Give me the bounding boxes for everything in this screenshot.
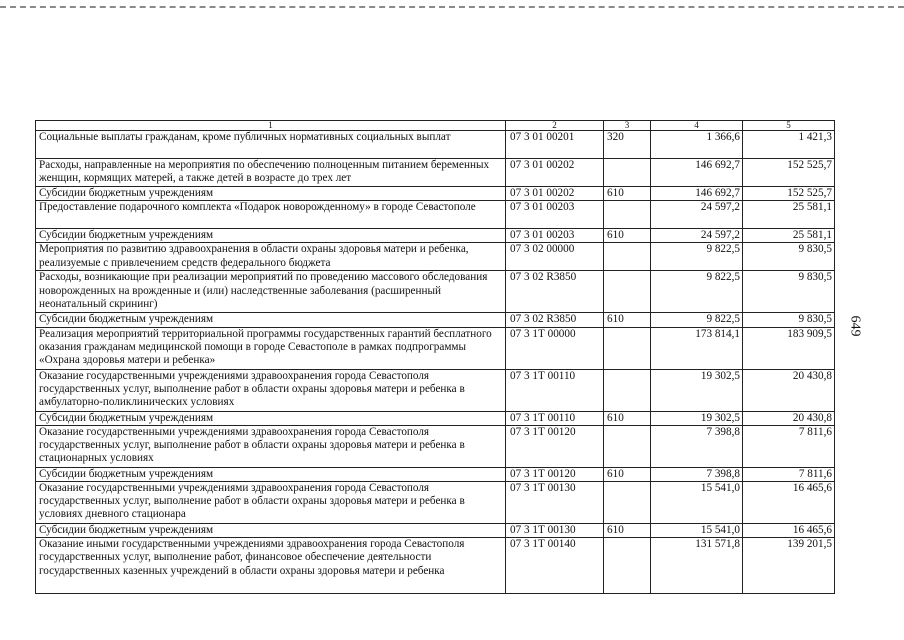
row-expense-type xyxy=(604,538,651,594)
row-value-year-2: 20 430,8 xyxy=(743,369,835,411)
row-code: 07 3 01 00202 xyxy=(506,187,604,201)
row-name: Оказание государственными учреждениями здравоохранения города Севастополя государственных услуг, выполнение работ в области охраны здоровья матери и ребенка в амбулаторно-поликлинических условиях xyxy=(36,369,506,411)
table-row xyxy=(36,187,835,201)
row-expense-type: 320 xyxy=(604,131,651,159)
row-value-year-1: 146 692,7 xyxy=(651,159,743,187)
row-code: 07 3 1Т 00000 xyxy=(506,327,604,369)
row-name: Субсидии бюджетным учреждениям xyxy=(36,187,506,201)
row-code: 07 3 1Т 00110 xyxy=(506,411,604,425)
table-row xyxy=(36,229,835,243)
row-name: Субсидии бюджетным учреждениям xyxy=(36,313,506,327)
row-value-year-2: 139 201,5 xyxy=(743,538,835,594)
table-row xyxy=(36,467,835,481)
table-row xyxy=(36,524,835,538)
row-value-year-1: 131 571,8 xyxy=(651,538,743,594)
row-code: 07 3 1Т 00140 xyxy=(506,538,604,594)
row-code: 07 3 1Т 00120 xyxy=(506,425,604,467)
row-code: 07 3 1Т 00130 xyxy=(506,482,604,524)
row-value-year-1: 24 597,2 xyxy=(651,201,743,229)
row-code: 07 3 02 00000 xyxy=(506,243,604,271)
row-expense-type: 610 xyxy=(604,411,651,425)
row-name: Реализация мероприятий территориальной программы государственных гарантий бесплатного оказания гражданам медицинской помощи в городе Севастополе в рамках подпрограммы «Охрана здоровья матери и ребенка» xyxy=(36,327,506,369)
row-name: Расходы, возникающие при реализации мероприятий по проведению массового обследования новорожденных на врожденные и (или) наследственные заболевания (расширенный неонатальный скрининг) xyxy=(36,271,506,313)
row-name: Расходы, направленные на мероприятия по обеспечению полноценным питанием беременных женщин, кормящих матерей, а также детей в возрасте до трех лет xyxy=(36,159,506,187)
row-expense-type: 610 xyxy=(604,467,651,481)
row-value-year-2: 20 430,8 xyxy=(743,411,835,425)
row-expense-type: 610 xyxy=(604,229,651,243)
table-row xyxy=(36,327,835,369)
row-value-year-1: 15 541,0 xyxy=(651,482,743,524)
row-name: Социальные выплаты гражданам, кроме публичных нормативных социальных выплат xyxy=(36,131,506,159)
row-name: Оказание иными государственными учреждениями здравоохранения города Севастополя государственных услуг, выполнение работ, финансовое обеспечение деятельности государственных казенных учреждений в области охраны здоровья матери и ребенка xyxy=(36,538,506,594)
row-value-year-2: 152 525,7 xyxy=(743,187,835,201)
scan-edge-line xyxy=(0,6,904,8)
table-row xyxy=(36,482,835,524)
row-expense-type xyxy=(604,369,651,411)
row-value-year-1: 7 398,8 xyxy=(651,425,743,467)
row-expense-type xyxy=(604,243,651,271)
row-value-year-2: 25 581,1 xyxy=(743,229,835,243)
row-code: 07 3 1Т 00120 xyxy=(506,467,604,481)
row-value-year-2: 7 811,6 xyxy=(743,467,835,481)
column-number: 1 xyxy=(36,121,506,131)
table-row xyxy=(36,313,835,327)
table-row xyxy=(36,243,835,271)
page-number: 649 xyxy=(847,315,863,337)
row-expense-type: 610 xyxy=(604,313,651,327)
row-value-year-1: 1 366,6 xyxy=(651,131,743,159)
table-row xyxy=(36,538,835,594)
row-code: 07 3 02 R3850 xyxy=(506,271,604,313)
row-value-year-2: 152 525,7 xyxy=(743,159,835,187)
row-code: 07 3 01 00203 xyxy=(506,229,604,243)
column-number: 4 xyxy=(651,121,743,131)
row-value-year-2: 7 811,6 xyxy=(743,425,835,467)
row-value-year-1: 24 597,2 xyxy=(651,229,743,243)
row-value-year-1: 19 302,5 xyxy=(651,411,743,425)
row-value-year-2: 16 465,6 xyxy=(743,482,835,524)
budget-table xyxy=(35,120,835,594)
row-expense-type xyxy=(604,271,651,313)
row-value-year-2: 9 830,5 xyxy=(743,243,835,271)
row-expense-type: 610 xyxy=(604,524,651,538)
row-value-year-1: 9 822,5 xyxy=(651,313,743,327)
row-value-year-1: 19 302,5 xyxy=(651,369,743,411)
row-expense-type xyxy=(604,201,651,229)
row-name: Субсидии бюджетным учреждениям xyxy=(36,467,506,481)
row-name: Предоставление подарочного комплекта «Подарок новорожденному» в городе Севастополе xyxy=(36,201,506,229)
row-value-year-2: 1 421,3 xyxy=(743,131,835,159)
row-value-year-2: 16 465,6 xyxy=(743,524,835,538)
column-number: 2 xyxy=(506,121,604,131)
row-value-year-1: 9 822,5 xyxy=(651,271,743,313)
row-expense-type: 610 xyxy=(604,187,651,201)
table-row xyxy=(36,131,835,159)
table-row xyxy=(36,425,835,467)
row-name: Субсидии бюджетным учреждениям xyxy=(36,524,506,538)
row-value-year-1: 7 398,8 xyxy=(651,467,743,481)
column-number: 3 xyxy=(604,121,651,131)
row-code: 07 3 01 00202 xyxy=(506,159,604,187)
row-name: Субсидии бюджетным учреждениям xyxy=(36,411,506,425)
row-code: 07 3 01 00203 xyxy=(506,201,604,229)
row-value-year-2: 9 830,5 xyxy=(743,313,835,327)
table-row xyxy=(36,369,835,411)
column-number-row xyxy=(36,121,835,131)
row-value-year-1: 9 822,5 xyxy=(651,243,743,271)
row-value-year-1: 146 692,7 xyxy=(651,187,743,201)
row-value-year-2: 183 909,5 xyxy=(743,327,835,369)
row-expense-type xyxy=(604,425,651,467)
row-value-year-1: 173 814,1 xyxy=(651,327,743,369)
column-number: 5 xyxy=(743,121,835,131)
row-expense-type xyxy=(604,482,651,524)
table-row xyxy=(36,159,835,187)
row-name: Субсидии бюджетным учреждениям xyxy=(36,229,506,243)
row-expense-type xyxy=(604,327,651,369)
row-code: 07 3 1Т 00110 xyxy=(506,369,604,411)
table-row xyxy=(36,271,835,313)
row-expense-type xyxy=(604,159,651,187)
row-code: 07 3 02 R3850 xyxy=(506,313,604,327)
table-row xyxy=(36,411,835,425)
row-code: 07 3 1Т 00130 xyxy=(506,524,604,538)
row-value-year-2: 25 581,1 xyxy=(743,201,835,229)
row-name: Оказание государственными учреждениями здравоохранения города Севастополя государственных услуг, выполнение работ в области охраны здоровья матери и ребенка в условиях дневного стационара xyxy=(36,482,506,524)
row-value-year-2: 9 830,5 xyxy=(743,271,835,313)
row-value-year-1: 15 541,0 xyxy=(651,524,743,538)
table-row xyxy=(36,201,835,229)
row-code: 07 3 01 00201 xyxy=(506,131,604,159)
row-name: Оказание государственными учреждениями здравоохранения города Севастополя государственных услуг, выполнение работ в области охраны здоровья матери и ребенка в стационарных условиях xyxy=(36,425,506,467)
row-name: Мероприятия по развитию здравоохранения в области охраны здоровья матери и ребенка, реализуемые с привлечением средств федерального бюджета xyxy=(36,243,506,271)
